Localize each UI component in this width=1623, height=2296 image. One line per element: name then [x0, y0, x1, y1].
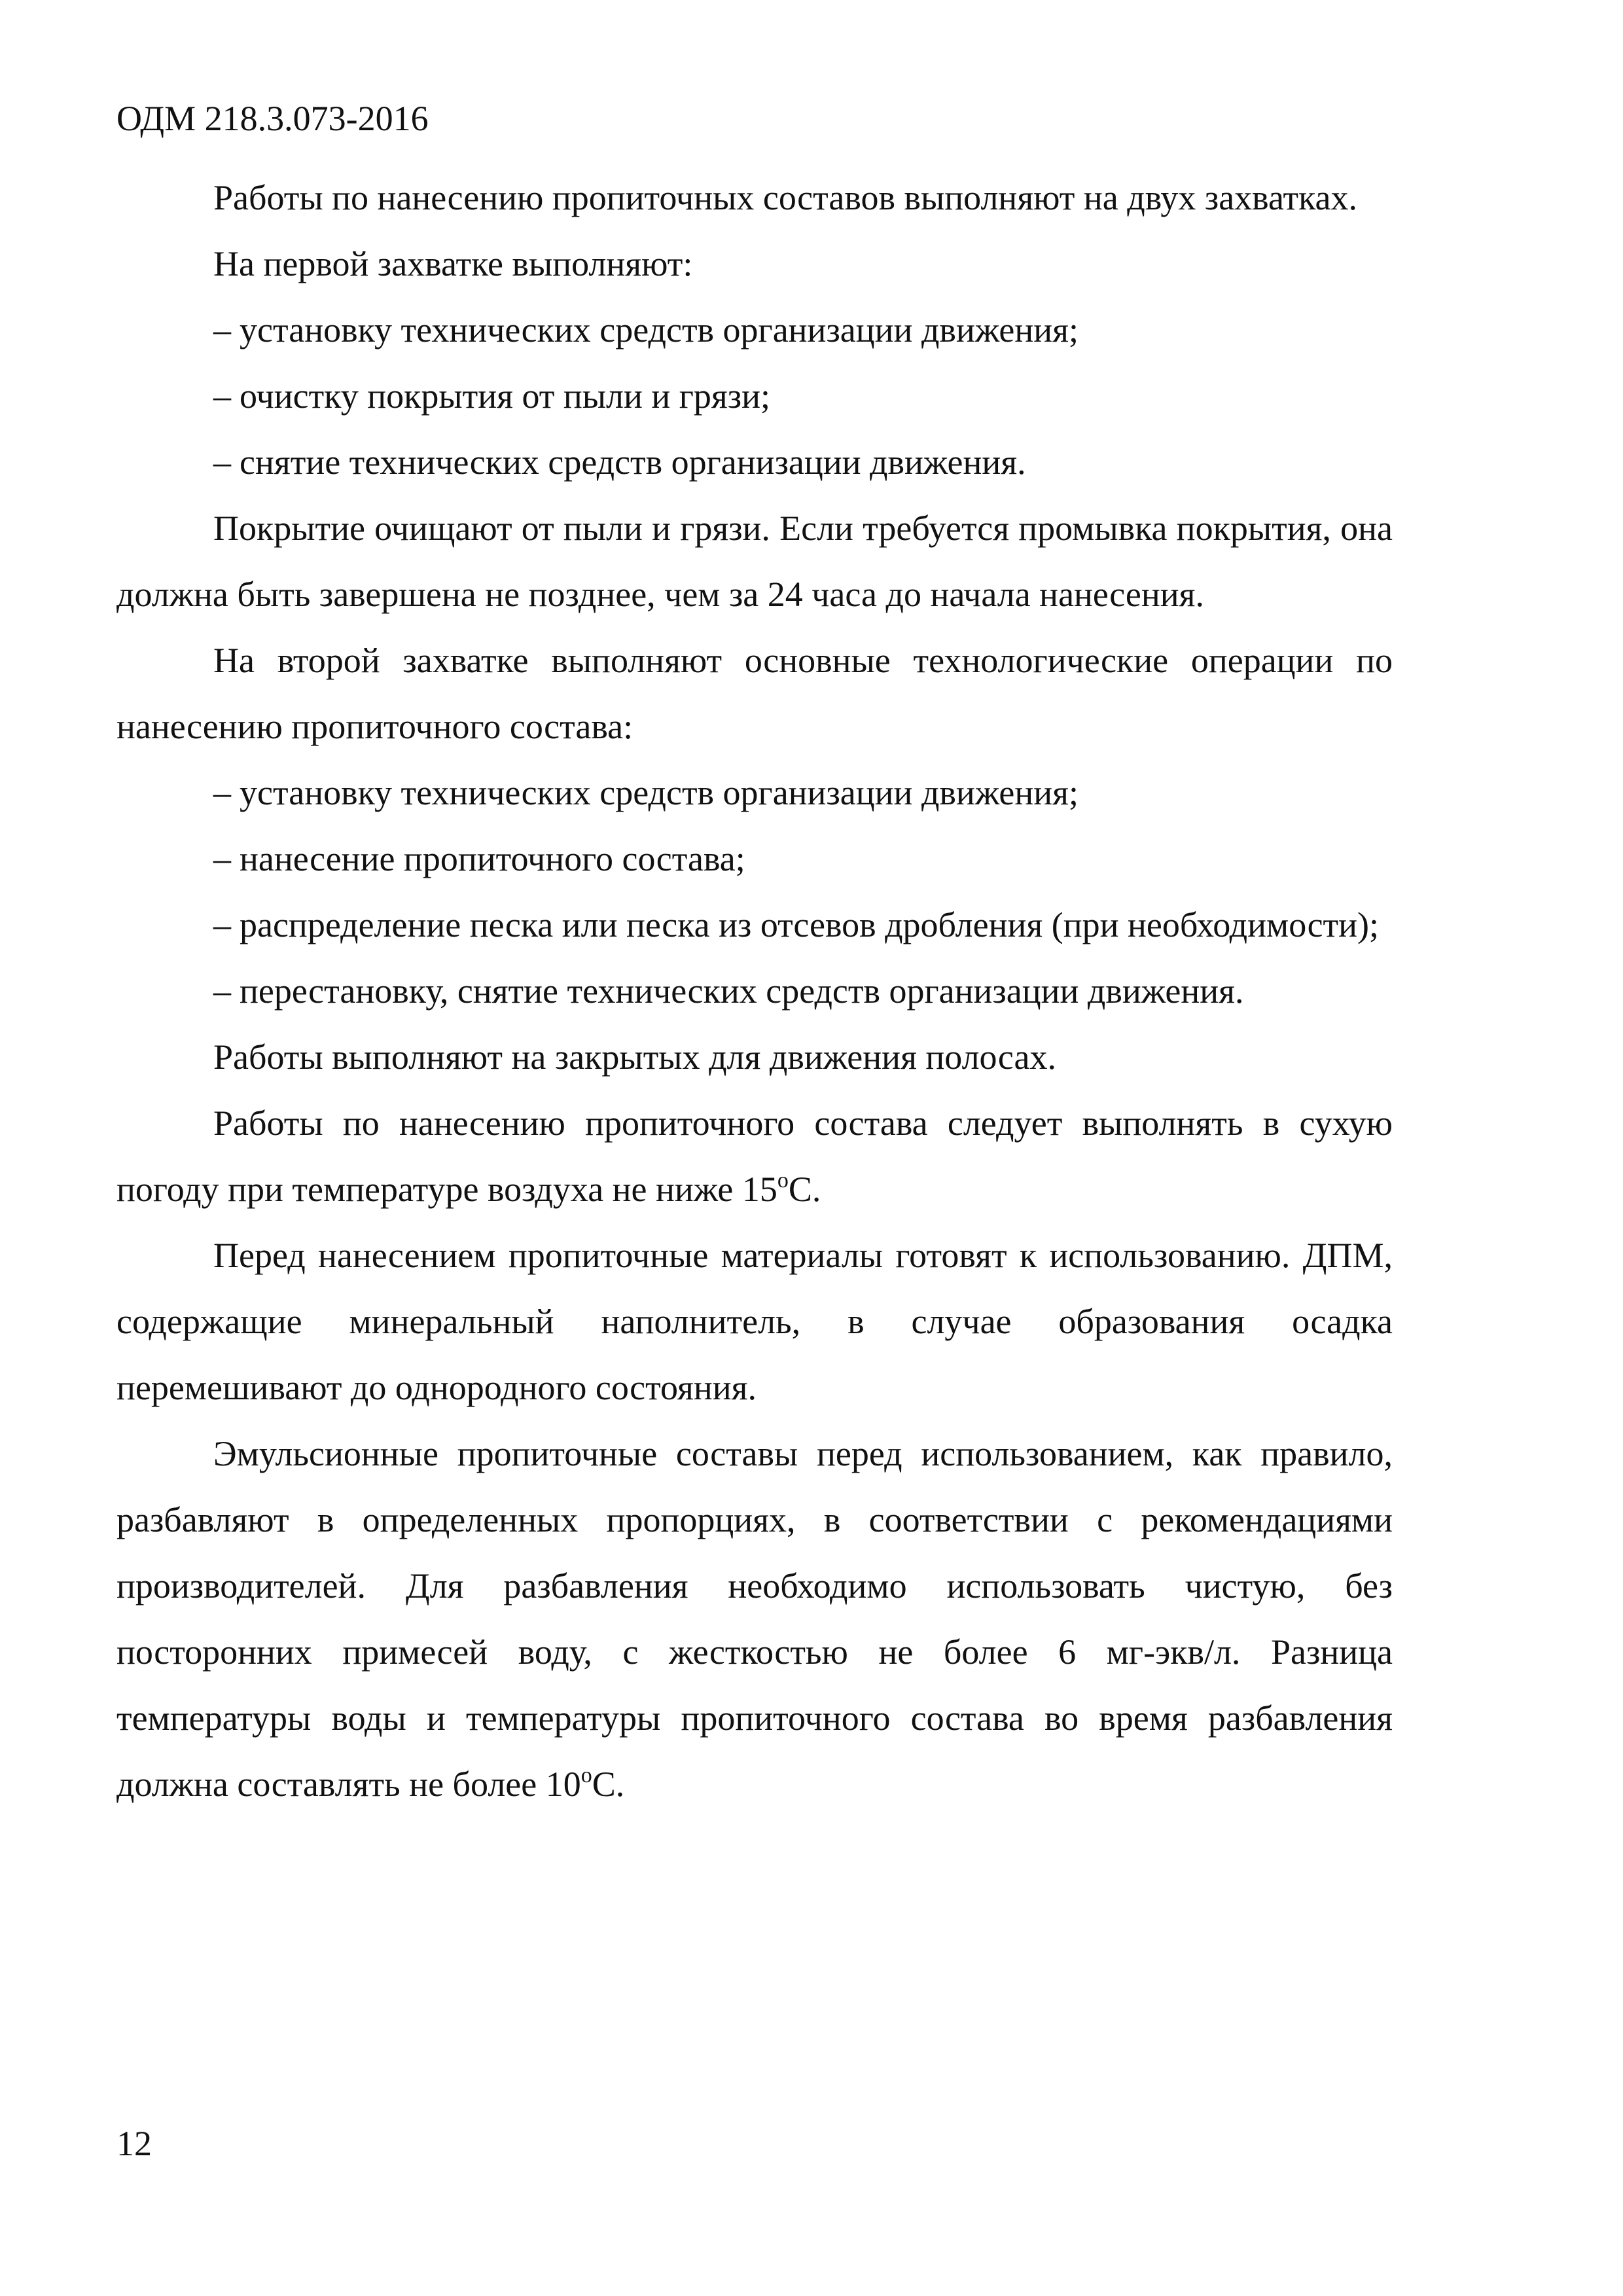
list-item-text: очистку покрытия от пыли и грязи; — [240, 376, 770, 416]
paragraph-7: Перед нанесением пропиточные материалы готовят к использованию. ДПМ, содержащие минеральный наполнитель, в случае образования осадка перемешивают до однородного состояния. — [116, 1236, 1393, 1407]
list-item-text: снятие технических средств организации движения. — [240, 442, 1026, 482]
body-text — [116, 165, 1393, 1818]
list-marker: – — [213, 971, 231, 1011]
list-item — [116, 826, 1393, 892]
document-code-header: ОДМ 218.3.073-2016 — [116, 99, 429, 138]
page-number: 12 — [116, 2124, 152, 2163]
paragraph-3: Покрытие очищают от пыли и грязи. Если требуется промывка покрытия, она должна быть завершена не позднее, чем за 24 часа до начала нанесения. — [116, 509, 1393, 614]
paragraph-2: На первой захватке выполняют: — [213, 244, 693, 283]
paragraph-5: Работы выполняют на закрытых для движения полосах. — [213, 1037, 1056, 1077]
list-item-text: распределение песка или песка из отсевов дробления (при необходимости); — [240, 905, 1380, 944]
paragraph-6-text: Работы по нанесению пропиточного состава следует выполнять в сухую погоду при температуре воздуха не ниже 15 — [116, 1103, 1393, 1209]
temperature-unit: С. — [592, 1765, 625, 1804]
list-item — [116, 429, 1393, 495]
list-item-text: установку технических средств организации движения; — [240, 310, 1079, 350]
list-item — [116, 760, 1393, 826]
paragraph-1: Работы по нанесению пропиточных составов выполняют на двух захватках. — [213, 178, 1358, 217]
list-marker: – — [213, 442, 231, 482]
paragraph-4: На второй захватке выполняют основные технологические операции по нанесению пропиточного состава: — [116, 641, 1393, 746]
degree-superscript: о — [580, 1763, 592, 1787]
paragraph-8-text: Эмульсионные пропиточные составы перед использованием, как правило, разбавляют в определенных пропорциях, в соответствии с рекомендациями производителей. Для разбавления необходимо использовать чистую, без посторонних примесей воду, с жесткостью не более 6 мг-экв/л. Разница температуры воды и температуры пропиточного состава во время разбавления должна составлять не более 10 — [116, 1434, 1393, 1804]
paragraph-6 — [116, 1090, 1393, 1223]
list-marker: – — [213, 376, 231, 416]
list-marker: – — [213, 310, 231, 350]
temperature-unit: С. — [788, 1170, 821, 1209]
paragraph-8 — [116, 1421, 1393, 1818]
list-marker: – — [213, 773, 231, 812]
degree-superscript: о — [777, 1168, 789, 1193]
list-marker: – — [213, 839, 231, 878]
list-item — [116, 363, 1393, 429]
list-item-text: нанесение пропиточного состава; — [240, 839, 745, 878]
list-item-text: перестановку, снятие технических средств организации движения. — [240, 971, 1244, 1011]
list-item — [116, 892, 1393, 958]
list-marker: – — [213, 905, 231, 944]
list-item-text: установку технических средств организации движения; — [240, 773, 1079, 812]
list-item — [116, 297, 1393, 363]
list-item — [116, 958, 1393, 1024]
